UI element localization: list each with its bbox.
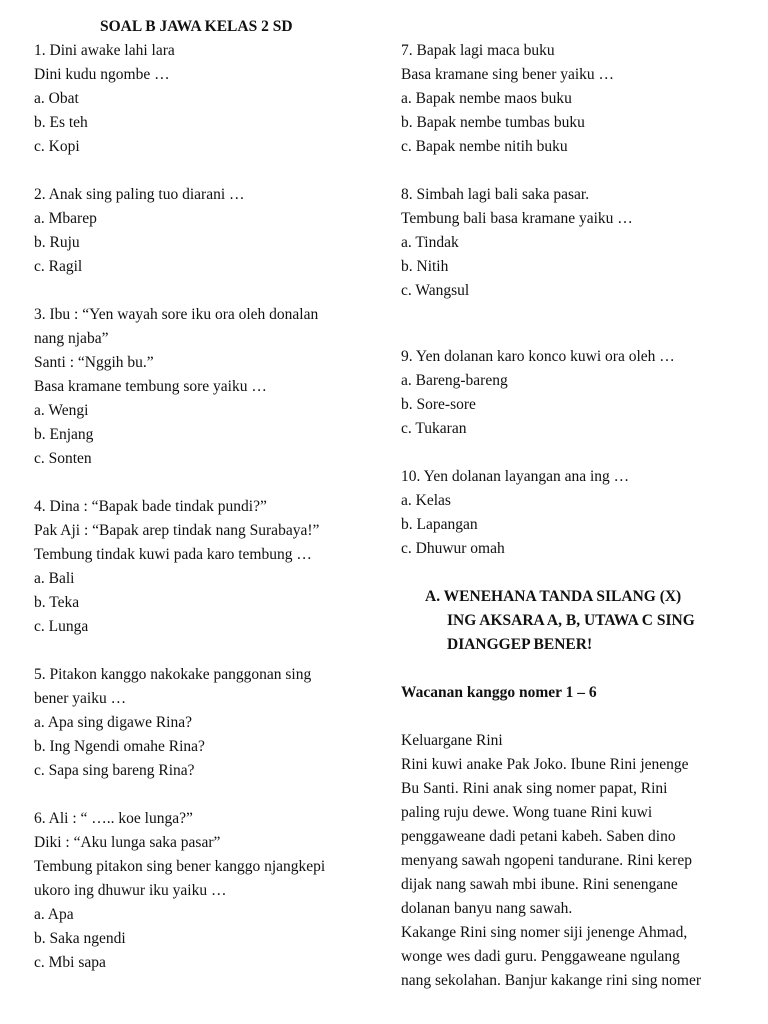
answer-option: a. Bapak nembe maos buku	[401, 90, 572, 107]
passage-line: Bu Santi. Rini anak sing nomer papat, Rini	[401, 780, 668, 797]
spacer	[401, 657, 746, 681]
section-heading-line: ING AKSARA A, B, UTAWA C SING	[447, 612, 695, 629]
question-line: Dini kudu ngombe …	[34, 66, 170, 83]
answer-option: a. Tindak	[401, 234, 459, 251]
spacer	[401, 159, 746, 183]
question-line: Tembung pitakon sing bener kanggo njangkepi	[34, 858, 326, 875]
question-line: Tembung tindak kuwi pada karo tembung …	[34, 546, 312, 563]
spacer	[34, 639, 374, 663]
question-5	[34, 663, 374, 783]
answer-option: b. Sore-sore	[401, 396, 476, 413]
spacer	[34, 471, 374, 495]
passage-line: penggaweane dadi petani kabeh. Saben dino	[401, 828, 676, 845]
question-line: Basa kramane sing bener yaiku …	[401, 66, 615, 83]
question-line: 2. Anak sing paling tuo diarani …	[34, 186, 245, 203]
answer-option: a. Kelas	[401, 492, 451, 509]
answer-option: a. Apa	[34, 906, 74, 923]
answer-option: a. Bali	[34, 570, 75, 587]
question-line: 10. Yen dolanan layangan ana ing …	[401, 468, 630, 485]
answer-option: c. Lunga	[34, 618, 89, 635]
spacer	[34, 279, 374, 303]
question-line: ukoro ing dhuwur iku yaiku …	[34, 882, 227, 899]
question-6	[34, 807, 374, 975]
answer-option: c. Kopi	[34, 138, 80, 155]
passage-line: paling ruju dewe. Wong tuane Rini kuwi	[401, 804, 653, 821]
passage-line: dolanan banyu nang sawah.	[401, 900, 573, 917]
passage-line: menyang sawah ngopeni tandurane. Rini kerep	[401, 852, 692, 869]
answer-option: c. Dhuwur omah	[401, 540, 505, 557]
question-1	[34, 39, 374, 159]
answer-option: c. Wangsul	[401, 282, 470, 299]
passage-line: nang sekolahan. Banjur kakange rini sing nomer	[401, 972, 702, 989]
answer-option: a. Apa sing digawe Rina?	[34, 714, 192, 731]
question-line: 8. Simbah lagi bali saka pasar.	[401, 186, 590, 203]
passage-line: Rini kuwi anake Pak Joko. Ibune Rini jenenge	[401, 756, 689, 773]
page-title: SOAL B JAWA KELAS 2 SD	[100, 18, 293, 35]
answer-option: b. Nitih	[401, 258, 449, 275]
question-7	[401, 39, 746, 159]
question-line: 1. Dini awake lahi lara	[34, 42, 175, 59]
question-9	[401, 345, 746, 441]
reading-heading: Wacanan kanggo nomer 1 – 6	[401, 684, 597, 701]
question-line: Basa kramane tembung sore yaiku …	[34, 378, 267, 395]
reading-passage	[401, 753, 746, 993]
spacer	[401, 705, 746, 729]
question-3	[34, 303, 374, 471]
answer-option: b. Ing Ngendi omahe Rina?	[34, 738, 205, 755]
spacer	[34, 159, 374, 183]
right-column	[401, 15, 746, 993]
answer-option: a. Bareng-bareng	[401, 372, 508, 389]
answer-option: b. Ruju	[34, 234, 80, 251]
spacer	[401, 561, 746, 585]
answer-option: c. Bapak nembe nitih buku	[401, 138, 568, 155]
answer-option: c. Sonten	[34, 450, 92, 467]
question-line: bener yaiku …	[34, 690, 127, 707]
answer-option: c. Sapa sing bareng Rina?	[34, 762, 195, 779]
answer-option: b. Lapangan	[401, 516, 478, 533]
question-line: Diki : “Aku lunga saka pasar”	[34, 834, 221, 851]
section-heading-line: A. WENEHANA TANDA SILANG (X)	[425, 588, 682, 605]
answer-option: c. Mbi sapa	[34, 954, 106, 971]
answer-option: a. Obat	[34, 90, 79, 107]
question-line: 4. Dina : “Bapak bade tindak pundi?”	[34, 498, 267, 515]
answer-option: b. Enjang	[34, 426, 94, 443]
spacer	[34, 783, 374, 807]
question-10	[401, 465, 746, 561]
answer-option: b. Bapak nembe tumbas buku	[401, 114, 585, 131]
question-line: 9. Yen dolanan karo konco kuwi ora oleh …	[401, 348, 675, 365]
question-line: 6. Ali : “ ….. koe lunga?”	[34, 810, 193, 827]
answer-option: b. Saka ngendi	[34, 930, 126, 947]
answer-option: b. Teka	[34, 594, 80, 611]
question-line: Tembung bali basa kramane yaiku …	[401, 210, 633, 227]
spacer	[401, 303, 746, 345]
left-column	[34, 15, 374, 975]
answer-option: c. Tukaran	[401, 420, 467, 437]
passage-line: Kakange Rini sing nomer siji jenenge Ahmad,	[401, 924, 688, 941]
section-heading	[425, 585, 746, 657]
reading-title: Keluargane Rini	[401, 732, 503, 749]
answer-option: a. Wengi	[34, 402, 89, 419]
answer-option: a. Mbarep	[34, 210, 97, 227]
answer-option: c. Ragil	[34, 258, 83, 275]
question-8	[401, 183, 746, 303]
answer-option: b. Es teh	[34, 114, 88, 131]
passage-line: dijak nang sawah mbi ibune. Rini senengane	[401, 876, 678, 893]
question-line: nang njaba”	[34, 330, 109, 347]
question-line: Santi : “Nggih bu.”	[34, 354, 154, 371]
question-line: Pak Aji : “Bapak arep tindak nang Surabaya!”	[34, 522, 320, 539]
question-line: 5. Pitakon kanggo nakokake panggonan sing	[34, 666, 312, 683]
question-4	[34, 495, 374, 639]
passage-line: wonge wes dadi guru. Penggaweane ngulang	[401, 948, 680, 965]
question-line: 7. Bapak lagi maca buku	[401, 42, 555, 59]
spacer	[401, 441, 746, 465]
question-2	[34, 183, 374, 279]
section-heading-line: DIANGGEP BENER!	[447, 636, 593, 653]
question-line: 3. Ibu : “Yen wayah sore iku ora oleh donalan	[34, 306, 319, 323]
spacer	[401, 15, 746, 39]
